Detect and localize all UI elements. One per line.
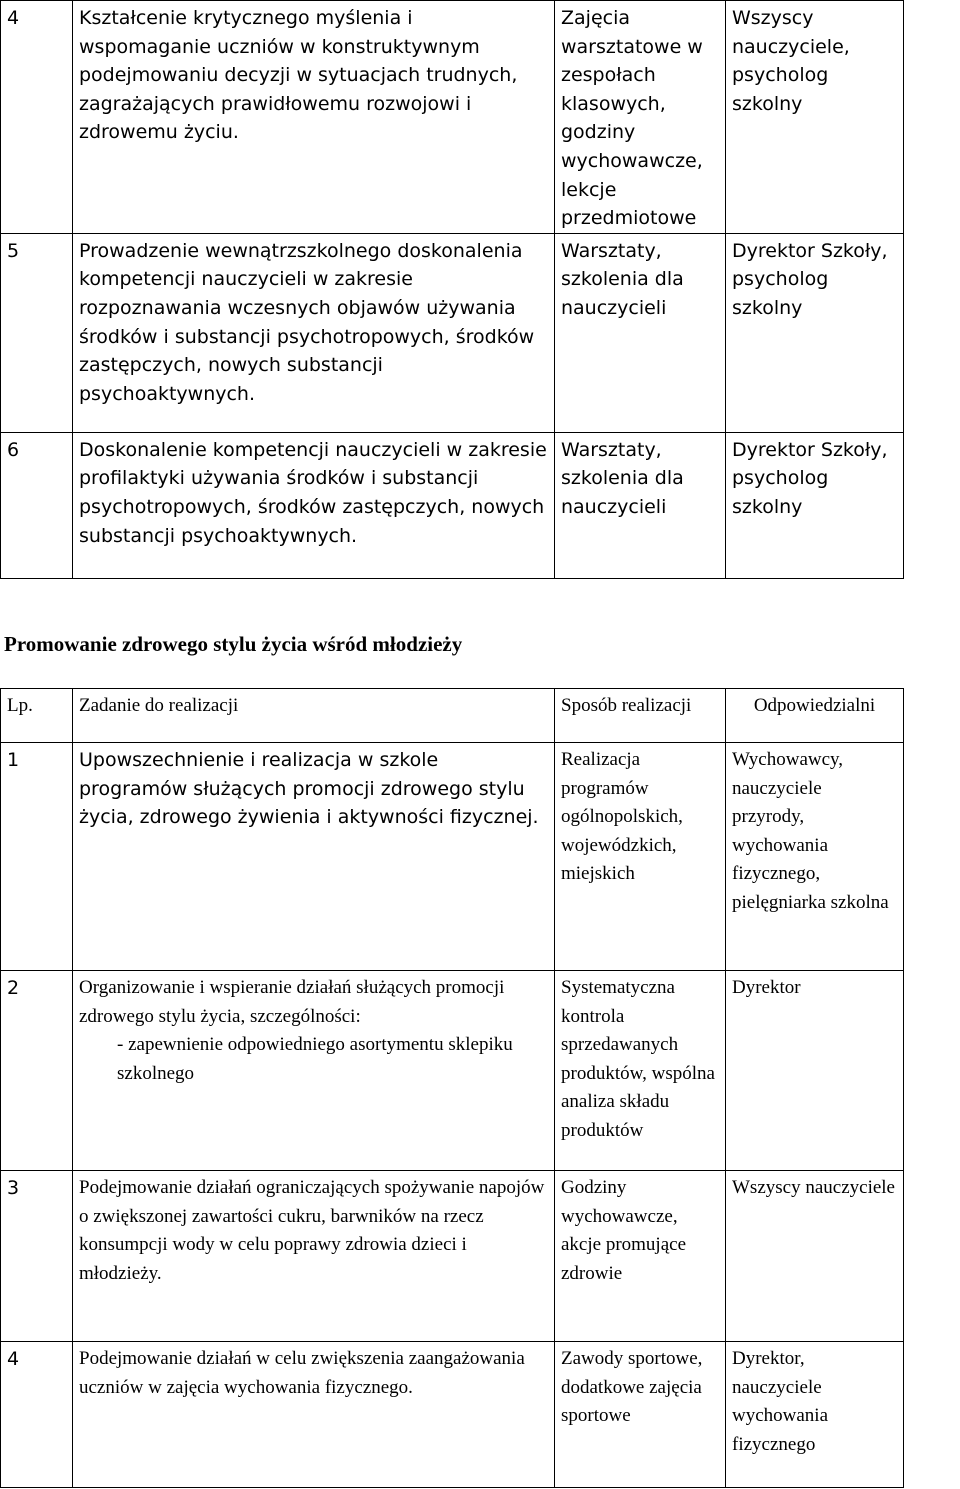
lp-cell: 2 (1, 971, 73, 1171)
task-cell: Doskonalenie kompetencji nauczycieli w zakresie profilaktyki używania środków i substancji psychotropowych, środków zastępczych, nowych substancji psychoaktywnych. (73, 432, 555, 578)
header-task: Zadanie do realizacji (73, 689, 555, 743)
method-cell: Realizacja programów ogólnopolskich, wojewódzkich, miejskich (555, 743, 726, 971)
table-row (1, 743, 904, 971)
header-responsible: Odpowiedzialni (726, 689, 904, 743)
method-cell: Systematyczna kontrola sprzedawanych produktów, wspólna analiza składu produktów (555, 971, 726, 1171)
activities-table-continued (0, 0, 904, 579)
lp-cell: 3 (1, 1171, 73, 1342)
method-cell: Warsztaty, szkolenia dla nauczycieli (555, 233, 726, 432)
task-cell: Podejmowanie działań ograniczających spożywanie napojów o zwiększonej zawartości cukru, barwników na rzecz konsumpcji wody w celu poprawy zdrowia dzieci i młodzieży. (73, 1171, 555, 1342)
responsible-cell: Dyrektor, nauczyciele wychowania fizycznego (726, 1342, 904, 1488)
responsible-cell: Dyrektor Szkoły, psycholog szkolny (726, 432, 904, 578)
task-cell: Podejmowanie działań w celu zwiększenia zaangażowania uczniów w zajęcia wychowania fizycznego. (73, 1342, 555, 1488)
method-cell: Zajęcia warsztatowe w zespołach klasowych, godziny wychowawcze, lekcje przedmiotowe (555, 1, 726, 234)
lp-cell: 1 (1, 743, 73, 971)
lp-cell: 4 (1, 1342, 73, 1488)
task-text: Organizowanie i wspieranie działań służących promocji zdrowego stylu życia, szczególności: (79, 977, 505, 1027)
table-row (1, 233, 904, 432)
table-header-row (1, 689, 904, 743)
table-row (1, 971, 904, 1171)
task-cell: Prowadzenie wewnątrzszkolnego doskonalenia kompetencji nauczycieli w zakresie rozpoznawania wczesnych objawów używania środków i substancji psychotropowych, środków zastępczych, nowych substancji psychoaktywnych. (73, 233, 555, 432)
task-cell (73, 971, 555, 1171)
section-heading: Promowanie zdrowego stylu życia wśród młodzieży (4, 632, 463, 656)
table-row (1, 1, 904, 234)
table-row (1, 1342, 904, 1488)
method-cell: Godziny wychowawcze, akcje promujące zdrowie (555, 1171, 726, 1342)
health-promotion-table (0, 688, 904, 1488)
task-subitem: - zapewnienie odpowiedniego asortymentu sklepiku szkolnego (117, 1034, 513, 1084)
responsible-cell: Wychowawcy, nauczyciele przyrody, wychowania fizycznego, pielęgniarka szkolna (726, 743, 904, 971)
method-cell: Zawody sportowe, dodatkowe zajęcia sportowe (555, 1342, 726, 1488)
task-cell: Kształcenie krytycznego myślenia i wspomaganie uczniów w konstruktywnym podejmowaniu decyzji w sytuacjach trudnych, zagrażających prawidłowemu rozwojowi i zdrowemu życiu. (73, 1, 555, 234)
responsible-cell: Wszyscy nauczyciele, psycholog szkolny (726, 1, 904, 234)
task-cell: Upowszechnienie i realizacja w szkole programów służących promocji zdrowego stylu życia, zdrowego żywienia i aktywności fizycznej. (73, 743, 555, 971)
lp-cell: 4 (1, 1, 73, 234)
method-cell: Warsztaty, szkolenia dla nauczycieli (555, 432, 726, 578)
lp-cell: 6 (1, 432, 73, 578)
responsible-cell: Dyrektor (726, 971, 904, 1171)
responsible-cell: Dyrektor Szkoły, psycholog szkolny (726, 233, 904, 432)
responsible-cell: Wszyscy nauczyciele (726, 1171, 904, 1342)
lp-cell: 5 (1, 233, 73, 432)
header-lp: Lp. (1, 689, 73, 743)
table-row (1, 1171, 904, 1342)
table-row (1, 432, 904, 578)
header-method: Sposób realizacji (555, 689, 726, 743)
